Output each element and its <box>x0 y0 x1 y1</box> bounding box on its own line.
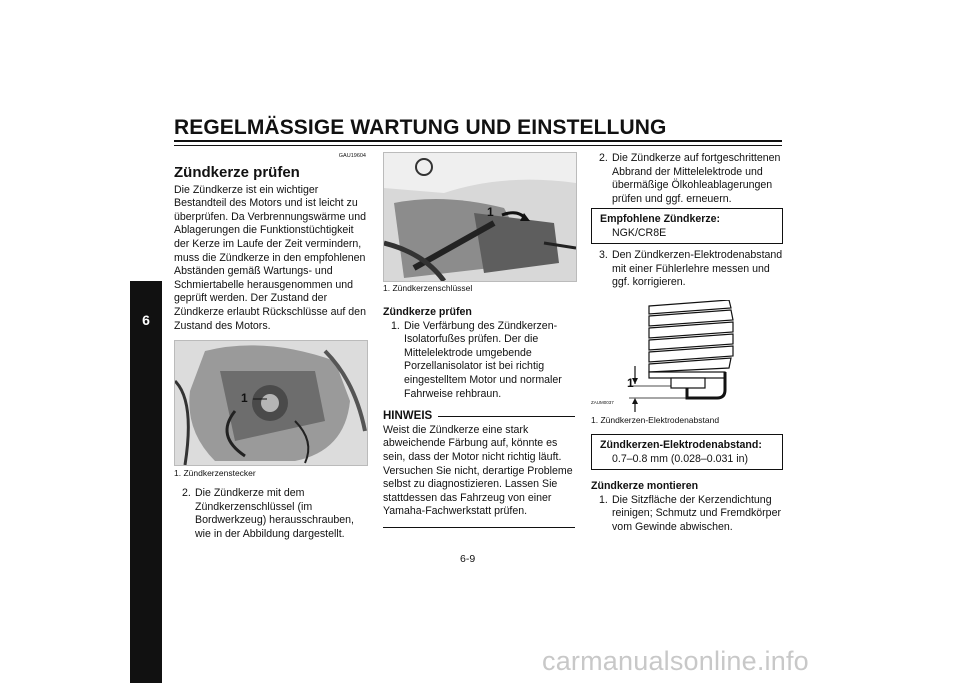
figure-spark-plug-cap <box>174 340 368 466</box>
step-inspect-3 <box>591 249 783 290</box>
right-column-step3 <box>591 249 783 290</box>
page-number: 6-9 <box>460 553 476 565</box>
note-rule-top <box>438 416 575 417</box>
note-rule-bottom <box>383 527 575 528</box>
step-text: Den Zündkerzen-Elektrodenabstand mit einer Fühlerlehre messen und ggf. korrigieren. <box>612 249 783 289</box>
chapter-tab <box>130 281 162 683</box>
figure-callout: 1 <box>241 391 248 405</box>
step-text: Die Zündkerze mit dem Zündkerzenschlüssel (im Bordwerkzeug) herausschrauben, wie in der Abbildung dargestellt. <box>195 487 354 540</box>
step-number: 3. <box>599 249 608 261</box>
page-title: REGELMÄSSIGE WARTUNG UND EINSTELLUNG <box>174 116 667 139</box>
figure-callout: 1 <box>487 205 494 219</box>
step-number: 1. <box>599 493 608 506</box>
step-text: Die Verfärbung des Zündkerzen-Isolatorfußes prüfen. Der die Mittelelektrode umgebende Porzellanisolator ist bei richtig eingestelltem Motor und normaler Fahrweise rehbraun. <box>404 319 562 400</box>
step-number: 2. <box>182 487 191 499</box>
spark-plug-diagram <box>591 300 783 412</box>
title-rule-thin <box>174 145 782 146</box>
figure-code: ZAUM0037 <box>591 400 614 405</box>
figure-callout: 1 <box>627 376 634 390</box>
wrench-illustration <box>384 153 576 281</box>
watermark: carmanualsonline.info <box>542 646 809 676</box>
middle-column <box>383 306 575 528</box>
left-column <box>174 150 366 372</box>
step-remove-2 <box>174 487 366 541</box>
note-heading <box>383 410 575 424</box>
step-text: Die Zündkerze auf fortgeschrittenen Abbrand der Mittelelektrode und übermäßige Ölkohleablagerungen prüfen und ggf. erneuern. <box>612 152 781 205</box>
figure-caption-left: 1. Zündkerzenstecker <box>174 468 256 478</box>
title-rule <box>174 140 782 142</box>
step-text: Die Sitzfläche der Kerzendichtung reinigen; Schmutz und Fremdkörper vom Gewinde abwischen. <box>612 493 781 533</box>
engine-illustration <box>175 341 367 465</box>
spec-value: 0.7–0.8 mm (0.028–0.031 in) <box>612 452 749 465</box>
right-column <box>591 152 783 206</box>
step-number: 1. <box>391 319 400 332</box>
step-inspect-2 <box>591 152 783 206</box>
chapter-number: 6 <box>142 312 150 328</box>
left-column-lower <box>174 487 366 541</box>
step-inspect-1 <box>383 320 575 402</box>
step-install-1 <box>591 494 783 535</box>
step-number: 2. <box>599 152 608 164</box>
figure-electrode-gap <box>591 300 783 412</box>
spec-label: Zündkerzen-Elektrodenabstand: <box>600 439 762 451</box>
note-text: Weist die Zündkerze eine stark abweichende Färbung auf, könnte es sein, dass der Motor nicht richtig läuft. Versuchen Sie nicht, derartige Probleme selbst zu diagnostizieren. Lassen Sie stattdessen das Fahrzeug von einer Yamaha-Fachwerkstatt prüfen. <box>383 423 573 518</box>
spec-box-electrode-gap <box>591 434 783 470</box>
section-heading: Zündkerze prüfen <box>174 163 300 181</box>
spec-label: Empfohlene Zündkerze: <box>600 213 721 225</box>
figure-caption-right: 1. Zündkerzen-Elektrodenabstand <box>591 415 720 425</box>
sub-heading-install: Zündkerze montieren <box>591 480 699 492</box>
figure-spark-plug-wrench <box>383 152 577 282</box>
intro-paragraph: Die Zündkerze ist ein wichtiger Bestandteil des Motors und ist leicht zu überprüfen. Da Verbrennungswärme und Ablagerungen die Funktionstüchtigkeit der Kerze im Laufe der Zeit vermindern, muss die Zündkerze in den empfohlenen Abständen gemäß Wartungs- und Schmiertabelle herausgenommen und geprüft werden. Der Zustand der Zündkerze erlaubt Rückschlüsse auf den Zustand des Motors. <box>174 183 366 332</box>
spec-value: NGK/CR8E <box>612 226 667 239</box>
note-label: HINWEIS <box>383 410 433 423</box>
sub-heading-inspect: Zündkerze prüfen <box>383 306 472 318</box>
right-column-install <box>591 480 783 534</box>
figure-caption-mid: 1. Zündkerzenschlüssel <box>383 283 473 293</box>
spec-box-recommended-plug <box>591 208 783 244</box>
section-code: GAU19604 <box>338 153 366 159</box>
